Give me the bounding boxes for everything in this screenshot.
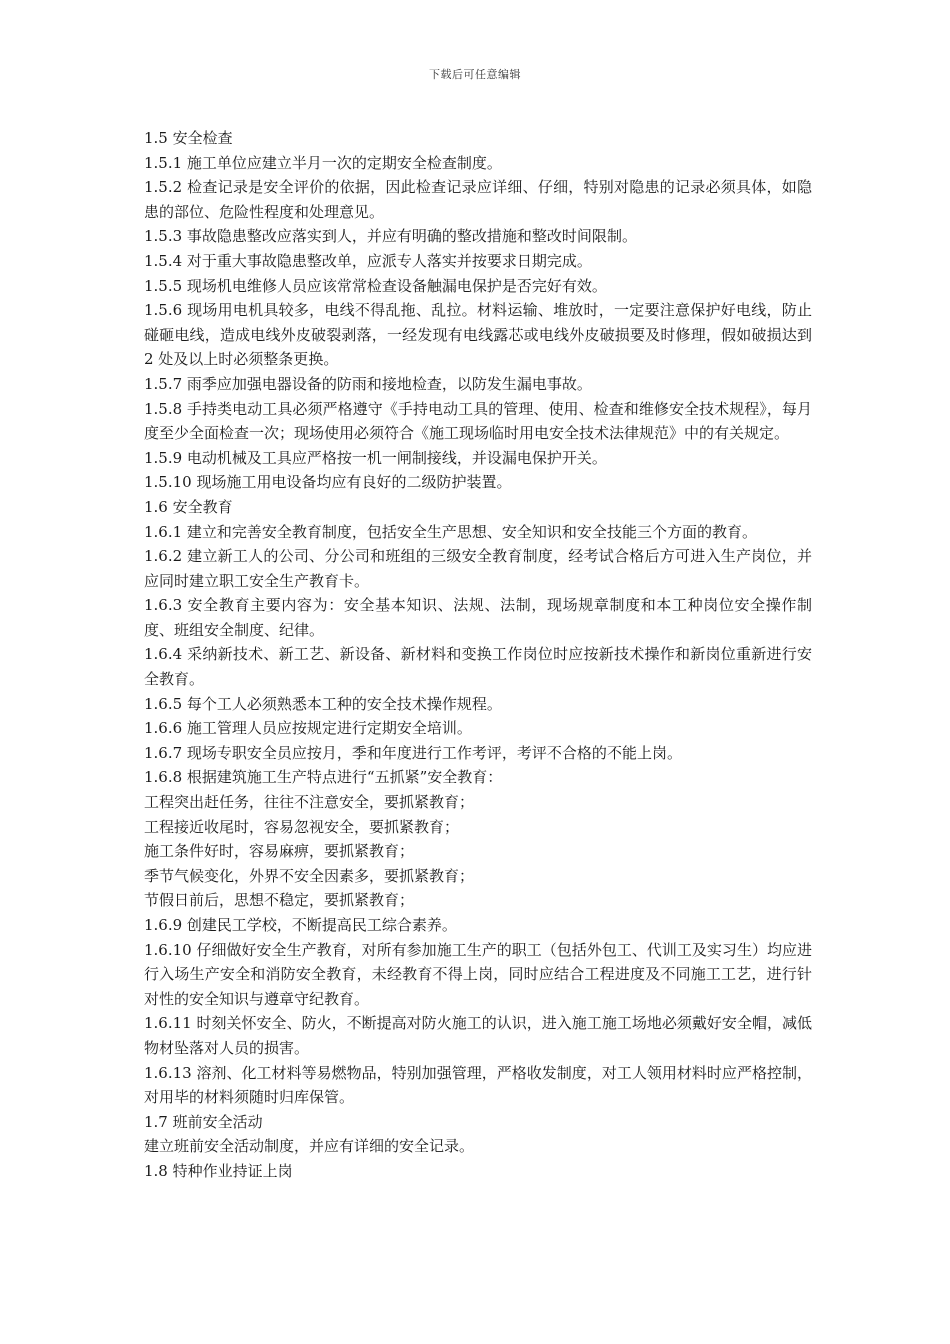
clause: 1.5.5 现场机电维修人员应该常常检查设备触漏电保护是否完好有效。 [144,276,607,295]
clause: 1.5.2 检查记录是安全评价的依据，因此检查记录应详细、仔细，特别对隐患的记录必须具体，如隐患的部位、危险性程度和处理意见。 [144,178,812,221]
page-header-note: 下载后可任意编辑 [429,68,521,81]
section-heading: 1.6 安全教育 [144,497,233,516]
clause: 1.5.10 现场施工用电设备均应有良好的二级防护装置。 [144,473,512,492]
clause: 1.5.3 事故隐患整改应落实到人，并应有明确的整改措施和整改时间限制。 [144,227,637,246]
clause: 1.6.10 仔细做好安全生产教育，对所有参加施工生产的职工（包括外包工、代训工及实习生）均应进行入场生产安全和消防安全教育，未经教育不得上岗，同时应结合工程进度及不同施工工艺，进行针对性的安全知识与遵章守纪教育。 [144,940,812,1008]
list-item: 工程突出赶任务，往往不注意安全，要抓紧教育； [144,793,475,812]
list-item: 季节气候变化，外界不安全因素多，要抓紧教育； [144,866,475,885]
clause: 1.6.6 施工管理人员应按规定进行定期安全培训。 [144,719,472,738]
clause: 1.6.7 现场专职安全员应按月，季和年度进行工作考评，考评不合格的不能上岗。 [144,743,682,762]
clause: 1.5.9 电动机械及工具应严格按一机一闸制接线，并设漏电保护开关。 [144,448,607,467]
clause: 1.5.4 对于重大事故隐患整改单，应派专人落实并按要求日期完成。 [144,251,592,270]
list-item: 施工条件好时，容易麻痹，要抓紧教育； [144,842,415,861]
clause: 1.6.5 每个工人必须熟悉本工种的安全技术操作规程。 [144,694,502,713]
clause: 1.6.8 根据建筑施工生产特点进行“五抓紧”安全教育： [144,768,503,787]
clause: 1.6.1 建立和完善安全教育制度，包括安全生产思想、安全知识和安全技能三个方面的教育。 [144,522,757,541]
list-item: 工程接近收尾时，容易忽视安全，要抓紧教育； [144,817,460,836]
section-heading: 1.8 特种作业持证上岗 [144,1161,293,1180]
clause: 1.6.4 采纳新技术、新工艺、新设备、新材料和变换工作岗位时应按新技术操作和新岗位重新进行安全教育。 [144,645,812,689]
clause: 1.6.13 溶剂、化工材料等易燃物品，特别加强管理，严格收发制度，对工人领用材料时应严格控制，对用毕的材料须随时归库保管。 [144,1063,812,1107]
clause: 1.5.7 雨季应加强电器设备的防雨和接地检查，以防发生漏电事故。 [144,374,592,393]
clause: 1.6.3 安全教育主要内容为：安全基本知识、法规、法制，现场规章制度和本工种岗位安全操作制度、班组安全制度、纪律。 [144,596,812,639]
clause: 1.6.11 时刻关怀安全、防火，不断提高对防火施工的认识，进入施工施工场地必须戴好安全帽，减低物材坠落对人员的损害。 [144,1014,812,1057]
clause: 建立班前安全活动制度，并应有详细的安全记录。 [144,1137,475,1156]
document-body [144,126,812,1184]
clause: 1.6.2 建立新工人的公司、分公司和班组的三级安全教育制度，经考试合格后方可进入生产岗位，并应同时建立职工安全生产教育卡。 [144,547,812,590]
section-heading: 1.5 安全检查 [144,129,233,147]
clause: 1.5.1 施工单位应建立半月一次的定期安全检查制度。 [144,153,502,172]
section-heading: 1.7 班前安全活动 [144,1112,263,1131]
list-item: 节假日前后，思想不稳定，要抓紧教育； [144,891,415,910]
clause: 1.5.6 现场用电机具较多，电线不得乱拖、乱拉。材料运输、堆放时，一定要注意保护好电线，防止碰砸电线，造成电线外皮破裂剥落，一经发现有电线露芯或电线外皮破损要及时修理，假如破损达到 2 处及以上时必须整条更换。 [144,301,812,369]
clause: 1.5.8 手持类电动工具必须严格遵守《手持电动工具的管理、使用、检查和维修安全技术规程》，每月度至少全面检查一次；现场使用必须符合《施工现场临时用电安全技术法律规范》中的有关规定。 [144,399,812,443]
clause: 1.6.9 创建民工学校，不断提高民工综合素养。 [144,916,457,934]
